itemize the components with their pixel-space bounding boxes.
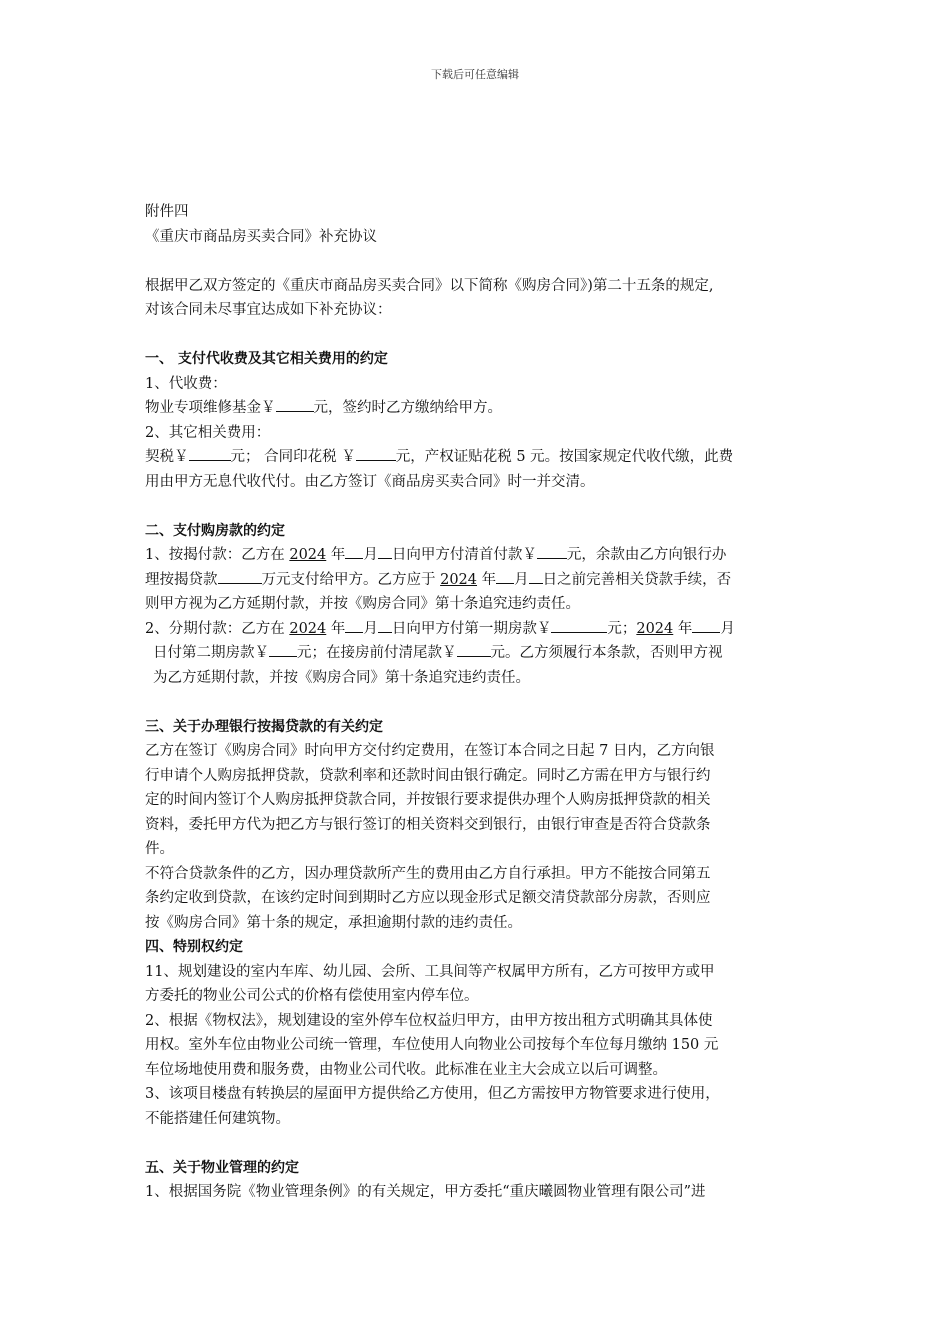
s1-item-1: 1、代收费： [145,375,227,392]
section-4-heading: 四、特别权约定 [145,939,243,955]
s3-line: 条约定收到贷款，在该约定时间到期时乙方应以现金形式足额交清贷款部分房款，否则应 [145,890,711,906]
s3-line: 行申请个人购房抵押贷款，贷款利率和还款时间由银行确定。同时乙方需在甲方与银行约 [145,767,711,784]
s4-line: 3、该项目楼盘有转换层的屋面甲方提供给乙方使用，但乙方需按甲方物管要求进行使用， [145,1086,720,1102]
section-5-heading: 五、关于物业管理的约定 [145,1159,299,1176]
s3-line: 件。 [145,841,174,857]
s4-line: 11、规划建设的室内车库、幼儿园、会所、工具间等产权属甲方所有，乙方可按甲方或甲 [145,963,715,980]
s2-p2-line-1: 2、分期付款：乙方在 2024 年 月 日向甲方付第一期房款￥ 元；2024 年 月 [145,617,810,642]
s2-p2-line-2: 日付第二期房款￥ 元；在接房前付清尾款￥ 元。乙方须履行本条款，否则甲方视 [145,641,810,666]
document-body [145,200,810,1205]
intro-line-2: 对该合同未尽事宜达成如下补充协议： [145,302,392,318]
s3-line: 按《购房合同》第十条的规定，承担逾期付款的违约责任。 [145,914,522,931]
s3-line: 定的时间内签订个人购房抵押贷款合同，并按银行要求提供办理个人购房抵押贷款的相关 [145,792,711,808]
s3-line: 不符合贷款条件的乙方，因办理贷款所产生的费用由乙方自行承担。甲方不能按合同第五 [145,865,711,882]
intro-line-1: 根据甲乙双方签定的《重庆市商品房买卖合同》以下简称《购房合同》)第二十五条的规定, [145,277,714,294]
s1-fund-line: 物业专项维修基金￥ 元，签约时乙方缴纳给甲方。 [145,396,810,421]
s2-p1-line-1: 1、按揭付款：乙方在 2024 年 月 日向甲方付清首付款￥ 元，余款由乙方向银行办 [145,543,810,568]
document-title: 《重庆市商品房买卖合同》补充协议 [145,228,377,245]
section-3-heading: 三、关于办理银行按揭贷款的有关约定 [145,718,383,735]
s3-line: 乙方在签订《购房合同》时向甲方交付约定费用，在签订本合同之日起 7 日内，乙方向银 [145,743,715,759]
s1-tax-line-2: 用由甲方无息代收代付。由乙方签订《商品房买卖合同》时一并交清。 [145,473,595,490]
section-1-heading: 一、 支付代收费及其它相关费用的约定 [145,351,388,367]
s4-line: 车位场地使用费和服务费，由物业公司代收。此标准在业主大会成立以后可调整。 [145,1061,667,1078]
s1-tax-line: 契税￥ 元； 合同印花税 ￥ 元，产权证贴花税 5 元。按国家规定代收代缴，此费 [145,445,810,470]
s4-line: 用权。室外车位由物业公司统一管理，车位使用人向物业公司按每个车位每月缴纳 150 元 [145,1037,719,1053]
s3-line: 资料，委托甲方代为把乙方与银行签订的相关资料交到银行，由银行审查是否符合贷款条 [145,816,711,833]
s4-line: 不能搭建任何建筑物。 [145,1110,290,1127]
stamp-tax-blank [356,445,396,461]
header-note: 下载后可任意编辑 [431,68,519,81]
s2-p1-line-2: 理按揭贷款 万元支付给甲方。乙方应于 2024 年 月 日之前完善相关贷款手续，否 [145,568,810,593]
s4-line: 方委托的物业公司公式的价格有偿使用室内停车位。 [145,988,479,1004]
s2-p1-line-3: 则甲方视为乙方延期付款，并按《购房合同》第十条追究违约责任。 [145,596,580,612]
s5-line: 1、根据国务院《物业管理条例》的有关规定，甲方委托“重庆曦圆物业管理有限公司”进 [145,1184,706,1200]
section-2-heading: 二、支付购房款的约定 [145,522,285,539]
s1-item-2: 2、其它相关费用： [145,424,271,441]
fund-amount-blank [276,396,314,412]
s4-line: 2、根据《物权法》，规划建设的室外停车位权益归甲方，由甲方按出租方式明确其具体使 [145,1012,713,1029]
attachment-label: 附件四 [145,204,189,220]
s2-p2-line-3: 为乙方延期付款，并按《购房合同》第十条追究违约责任。 [153,669,530,686]
deed-tax-blank [189,445,231,461]
